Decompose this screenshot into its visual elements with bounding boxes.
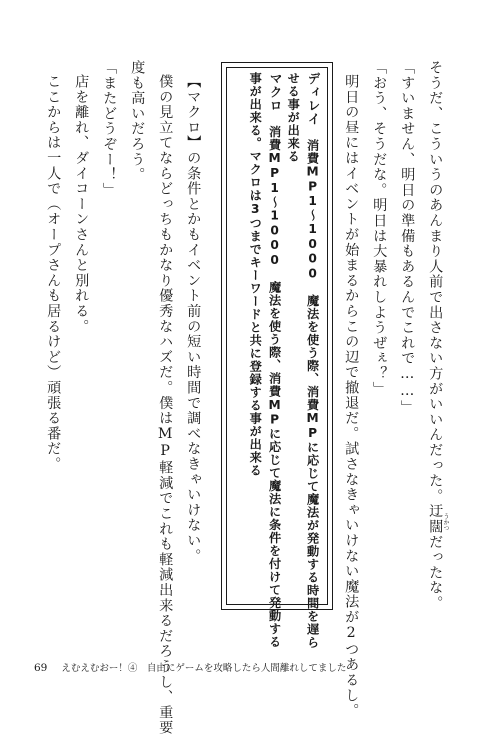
macro-line-1 (268, 72, 281, 648)
body-line-3: 「おう、そうだな。明日は大暴れしようぜぇ？」 (371, 60, 388, 397)
spacer (306, 126, 320, 139)
body-line-8: 「またどうぞー！」 (101, 60, 118, 198)
spacer (268, 112, 282, 125)
macro-description-1: 消費MP1～1000 魔法を使う際、消費MPに応じて魔法に条件を付けて発動する (267, 125, 282, 649)
page-number: 69 (34, 662, 48, 674)
body-line-2: 「すいません、明日の準備もあるんでこれで……」 (399, 60, 416, 416)
ruby-ukatsu: うかつ (442, 513, 449, 531)
running-title: えむえむおー！④ 自由にゲームを攻略したら人間離れしてました (61, 663, 347, 674)
macro-line-2: 事が出来る。マクロは3つまでキーワードと共に登録する事が出来る (248, 72, 263, 477)
body-line-7: 度も高いだろう。 (129, 60, 146, 183)
delay-label: ディレイ (305, 72, 321, 126)
delay-line-2: せる事が出来る (286, 72, 301, 163)
body-line-10: ここからは一人で（オープさんも居るけど）頑張る番だ。 (45, 74, 62, 472)
body-line-5: 【マクロ】の条件とかもイベント前の短い時間で調べなきゃいけない。 (185, 74, 202, 564)
body-line-4: 明日の昼にはイベントが始まるからこの辺で撤退だ。試さなきゃいけない魔法が2つあるし。 (343, 74, 360, 719)
body-line-1: そうだ、こういうのあんまり人前で出さない方がいいんだった。迂闊だったな。 (427, 60, 444, 611)
page-footer (34, 660, 346, 674)
macro-label: マクロ (267, 72, 283, 113)
body-line-9: 店を離れ、ダイコーンさんと別れる。 (73, 74, 90, 335)
delay-description-1: 消費MP1～1000 魔法を使う際、消費MPに応じて魔法が発動する時間を遅ら (305, 138, 320, 649)
delay-line-1 (306, 72, 319, 649)
body-line-6: 僕の見立てならどっちもかなり優秀なハズだ。僕はMP軽減でこれも軽減出来るだろうし、重要 (157, 74, 174, 736)
